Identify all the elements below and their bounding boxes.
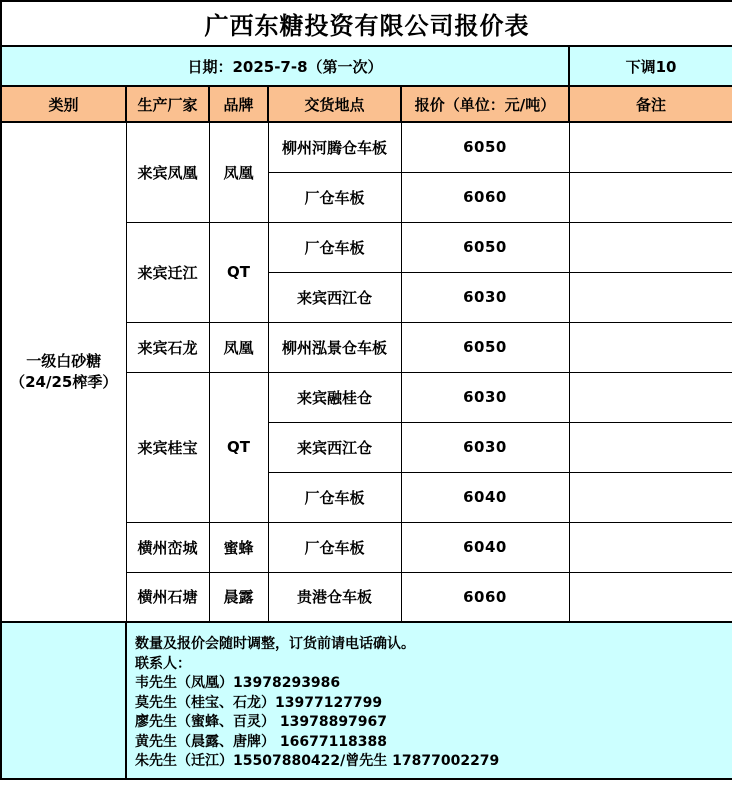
producer-cell: 横州石塘: [126, 572, 209, 622]
footer-contact-label: 联系人：: [135, 655, 191, 672]
footer-row: [1, 622, 732, 779]
brand-cell: QT: [209, 372, 268, 522]
remark-cell: [569, 322, 732, 372]
price-cell: 6030: [401, 422, 569, 472]
remark-cell: [569, 122, 732, 172]
category-line1: 一级白砂糖: [26, 352, 102, 370]
price-cell: 6030: [401, 372, 569, 422]
price-cell: 6040: [401, 472, 569, 522]
title-row: [1, 1, 732, 46]
col-header-delivery: 交货地点: [268, 86, 401, 122]
price-cell: 6050: [401, 322, 569, 372]
remark-cell: [569, 372, 732, 422]
delivery-cell: 来宾西江仓: [268, 272, 401, 322]
price-cell: 6030: [401, 272, 569, 322]
delivery-cell: 来宾融桂仓: [268, 372, 401, 422]
delivery-cell: 柳州泓景仓车板: [268, 322, 401, 372]
price-cell: 6050: [401, 222, 569, 272]
category-line2: （24/25榨季）: [10, 373, 118, 391]
producer-cell: 来宾石龙: [126, 322, 209, 372]
brand-cell: 凤凰: [209, 322, 268, 372]
date-cell: 日期：2025-7-8（第一次）: [1, 46, 569, 86]
column-header-row: [1, 86, 732, 122]
footer-contact-line: 黄先生（晨露、唐牌） 16677118388: [135, 733, 388, 750]
producer-cell: 横州峦城: [126, 522, 209, 572]
brand-cell: QT: [209, 222, 268, 322]
col-header-price: 报价（单位：元/吨）: [401, 86, 569, 122]
col-header-producer: 生产厂家: [126, 86, 209, 122]
date-row: [1, 46, 732, 86]
table-row: [1, 122, 732, 172]
price-cell: 6060: [401, 572, 569, 622]
remark-cell: [569, 472, 732, 522]
col-header-remark: 备注: [569, 86, 732, 122]
delivery-cell: 厂仓车板: [268, 522, 401, 572]
footer-contact-line: 朱先生（迁江）15507880422/曾先生 17877002279: [135, 753, 500, 769]
delivery-cell: 贵港仓车板: [268, 572, 401, 622]
remark-cell: [569, 272, 732, 322]
remark-cell: [569, 522, 732, 572]
brand-cell: 晨露: [209, 572, 268, 622]
category-cell: [1, 122, 126, 622]
footer-contact-line: 廖先生（蜜蜂、百灵） 13978897967: [135, 714, 388, 730]
remark-cell: [569, 572, 732, 622]
footer-contact-line: 韦先生（凤凰）13978293986: [135, 675, 341, 691]
price-cell: 6060: [401, 172, 569, 222]
remark-cell: [569, 422, 732, 472]
delivery-cell: 厂仓车板: [268, 172, 401, 222]
brand-cell: 蜜蜂: [209, 522, 268, 572]
producer-cell: 来宾迁江: [126, 222, 209, 322]
col-header-brand: 品牌: [209, 86, 268, 122]
page-title: 广西东糖投资有限公司报价表: [1, 1, 732, 46]
producer-cell: 来宾桂宝: [126, 372, 209, 522]
footer-contact-line: 莫先生（桂宝、石龙）13977127799: [135, 694, 383, 711]
delivery-cell: 厂仓车板: [268, 472, 401, 522]
remark-cell: [569, 172, 732, 222]
price-cell: 6040: [401, 522, 569, 572]
footer-left-cell: [1, 622, 126, 779]
price-cell: 6050: [401, 122, 569, 172]
brand-cell: 凤凰: [209, 122, 268, 222]
col-header-category: 类别: [1, 86, 126, 122]
delivery-cell: 厂仓车板: [268, 222, 401, 272]
footer-notes-cell: [126, 622, 732, 779]
producer-cell: 来宾凤凰: [126, 122, 209, 222]
footer-notes: [127, 623, 732, 778]
delivery-cell: 柳州河腾仓车板: [268, 122, 401, 172]
delivery-cell: 来宾西江仓: [268, 422, 401, 472]
footer-notice: 数量及报价会随时调整，订货前请电话确认。: [135, 636, 415, 652]
price-adjustment-cell: 下调10: [569, 46, 732, 86]
remark-cell: [569, 222, 732, 272]
